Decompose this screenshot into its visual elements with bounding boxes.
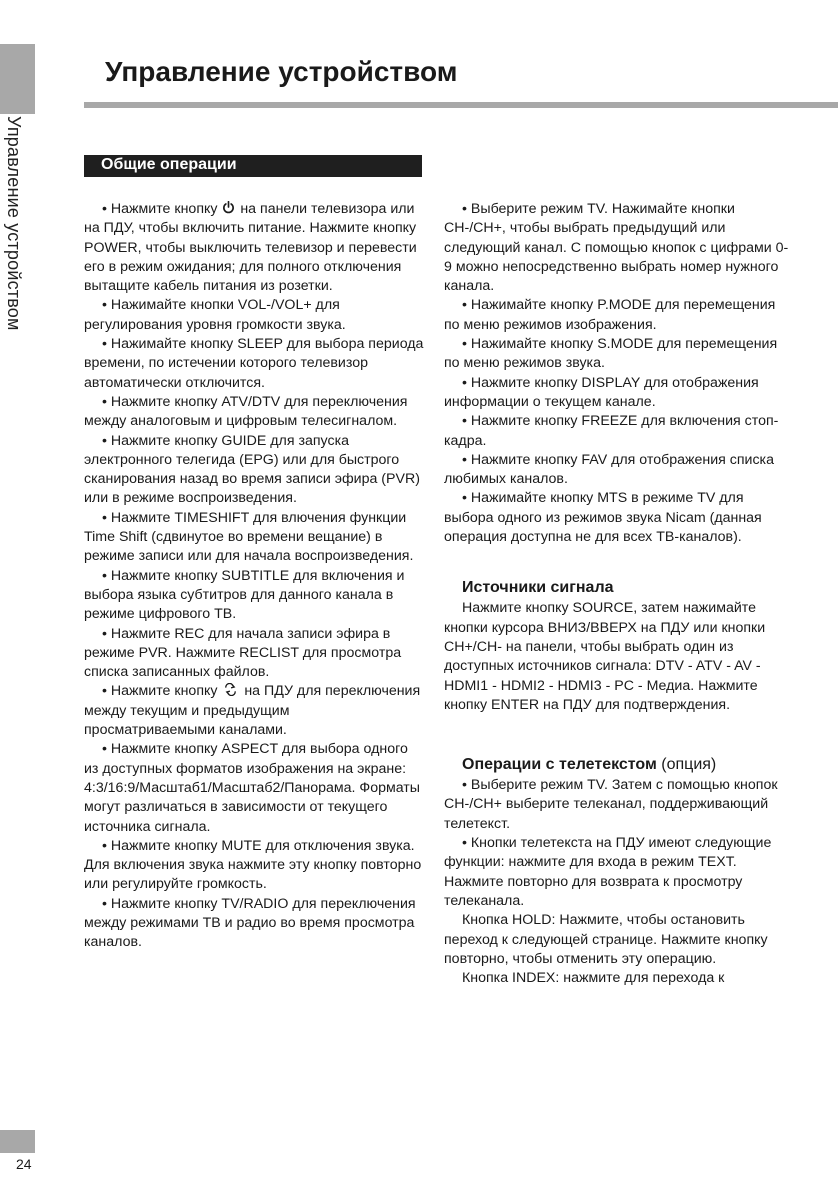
- paragraph-text: • Нажмите кнопку: [102, 683, 222, 700]
- paragraph-text: на панели телевизора или на ПДУ, чтобы включить питание. Нажмите кнопку POWER, чтобы выключить телевизор и перевести его в режим ожидания; для полного отключения вытащите кабель питания из розетки.: [84, 201, 417, 295]
- paragraph-guide: • Нажмите кнопку GUIDE для запуска электронного телегида (EPG) или для быстрого сканирования назад во время записи эфира (PVR) или в режиме воспроизведения.: [84, 432, 420, 507]
- paragraph-tv-radio: • Нажмите кнопку TV/RADIO для переключения между режимами ТВ и радио во время просмотра каналов.: [84, 895, 416, 951]
- swap-icon: [222, 683, 239, 696]
- paragraph-rec: • Нажмите REC для начала записи эфира в режиме PVR. Нажмите RECLIST для просмотра списка записанных файлов.: [84, 625, 402, 681]
- left-column: [84, 200, 424, 953]
- paragraph-subtitle: • Нажмите кнопку SUBTITLE для включения и выбора языка субтитров для данного канала в режиме цифрового ТВ.: [84, 567, 405, 623]
- section-header: [84, 155, 422, 177]
- paragraph-sleep: • Нажимайте кнопку SLEEP для выбора периода времени, по истечении которого телевизор автоматически отключится.: [84, 336, 424, 391]
- paragraph-smode: • Нажимайте кнопку S.MODE для перемещения по меню режимов звука.: [444, 336, 778, 372]
- paragraph-timeshift: • Нажмите TIMESHIFT для влючения функции Time Shift (сдвинутое во времени вещание) в режиме записи или для начала воспроизведения.: [84, 509, 414, 565]
- paragraph-sources: Нажмите кнопку SOURCE, затем нажимайте кнопки курсора ВНИЗ/ВВЕРХ на ПДУ или кнопки CH+/CH- на панели, чтобы выбрать один из доступных источников сигнала: DTV - ATV - AV - HDMI1 - HDMI2 - HDMI3 - PC - Медиа. Нажмите кнопку ENTER на ПДУ для подтверждения.: [444, 600, 766, 713]
- paragraph-mute: • Нажмите кнопку MUTE для отключения звука. Для включения звука нажмите эту кнопку повторно или регулируйте громкость.: [84, 837, 422, 893]
- paragraph-volume: • Нажимайте кнопки VOL-/VOL+ для регулирования уровня громкости звука.: [84, 297, 346, 333]
- paragraph-display: • Нажмите кнопку DISPLAY для отображения информации о текущем канале.: [444, 374, 759, 410]
- paragraph-freeze: • Нажмите кнопку FREEZE для включения стоп-кадра.: [444, 413, 779, 449]
- side-tab-marker: [0, 44, 35, 114]
- paragraph-channels: • Выберите режим TV. Нажимайте кнопки CH-/CH+, чтобы выбрать предыдущий или следующий канал. С помощью кнопок с цифрами 0-9 можно непосредственно выбрать номер нужного канала.: [444, 201, 789, 295]
- sources-heading: Источники сигнала: [462, 579, 614, 597]
- paragraph-index: Кнопка INDEX: нажмите для перехода к: [462, 970, 725, 987]
- paragraph-pmode: • Нажимайте кнопку P.MODE для перемещения по меню режимов изображения.: [444, 297, 776, 333]
- section-title: Общие операции: [101, 156, 237, 173]
- paragraph-recall: [84, 682, 424, 740]
- title-rule: [84, 102, 838, 108]
- paragraph-mts: • Нажимайте кнопку MTS в режиме TV для выбора одного из режимов звука Nicam (данная операция доступна не для всех ТВ-каналов).: [444, 490, 762, 546]
- right-column: [444, 200, 794, 988]
- teletext-heading-note: (опция): [656, 756, 717, 774]
- paragraph-power: [84, 200, 424, 296]
- paragraph-atv-dtv: • Нажмите кнопку ATV/DTV для переключения между аналоговым и цифровым телесигналом.: [84, 393, 408, 430]
- teletext-heading: [444, 754, 794, 776]
- paragraph-teletext-buttons: • Кнопки телетекста на ПДУ имеют следующие функции: нажмите для входа в режим TEXT. Нажмите повторно для возврата к просмотру телеканала.: [444, 835, 772, 909]
- paragraph-aspect: • Нажмите кнопку ASPECT для выбора одного из доступных форматов изображения на экране: 4:3/16:9/Масштаб1/Масштаб2/Панорама. Форматы могут различаться в зависимости от текущего источника сигнала.: [84, 741, 420, 835]
- paragraph-fav: • Нажмите кнопку FAV для отображения списка любимых каналов.: [444, 451, 774, 488]
- teletext-heading-text: Операции с телетекстом: [462, 756, 657, 774]
- paragraph-hold: Кнопка HOLD: Нажмите, чтобы остановить переход к следующей странице. Нажмите кнопку повторно, чтобы отменить эту операцию.: [444, 912, 768, 967]
- page-number: 24: [16, 1156, 32, 1172]
- paragraph-teletext-select: • Выберите режим TV. Затем с помощью кнопок CH-/CH+ выберите телеканал, поддерживающий телетекст.: [444, 777, 778, 832]
- paragraph-text: на ПДУ для переключения между текущим и предыдущим просматриваемыми каналами.: [84, 683, 421, 739]
- paragraph-text: • Нажмите кнопку: [102, 201, 222, 217]
- bottom-tab-marker: [0, 1130, 35, 1153]
- side-chapter-label: Управление устройством: [4, 116, 24, 331]
- page-title: Управление устройством: [105, 56, 458, 87]
- power-icon: [222, 201, 235, 214]
